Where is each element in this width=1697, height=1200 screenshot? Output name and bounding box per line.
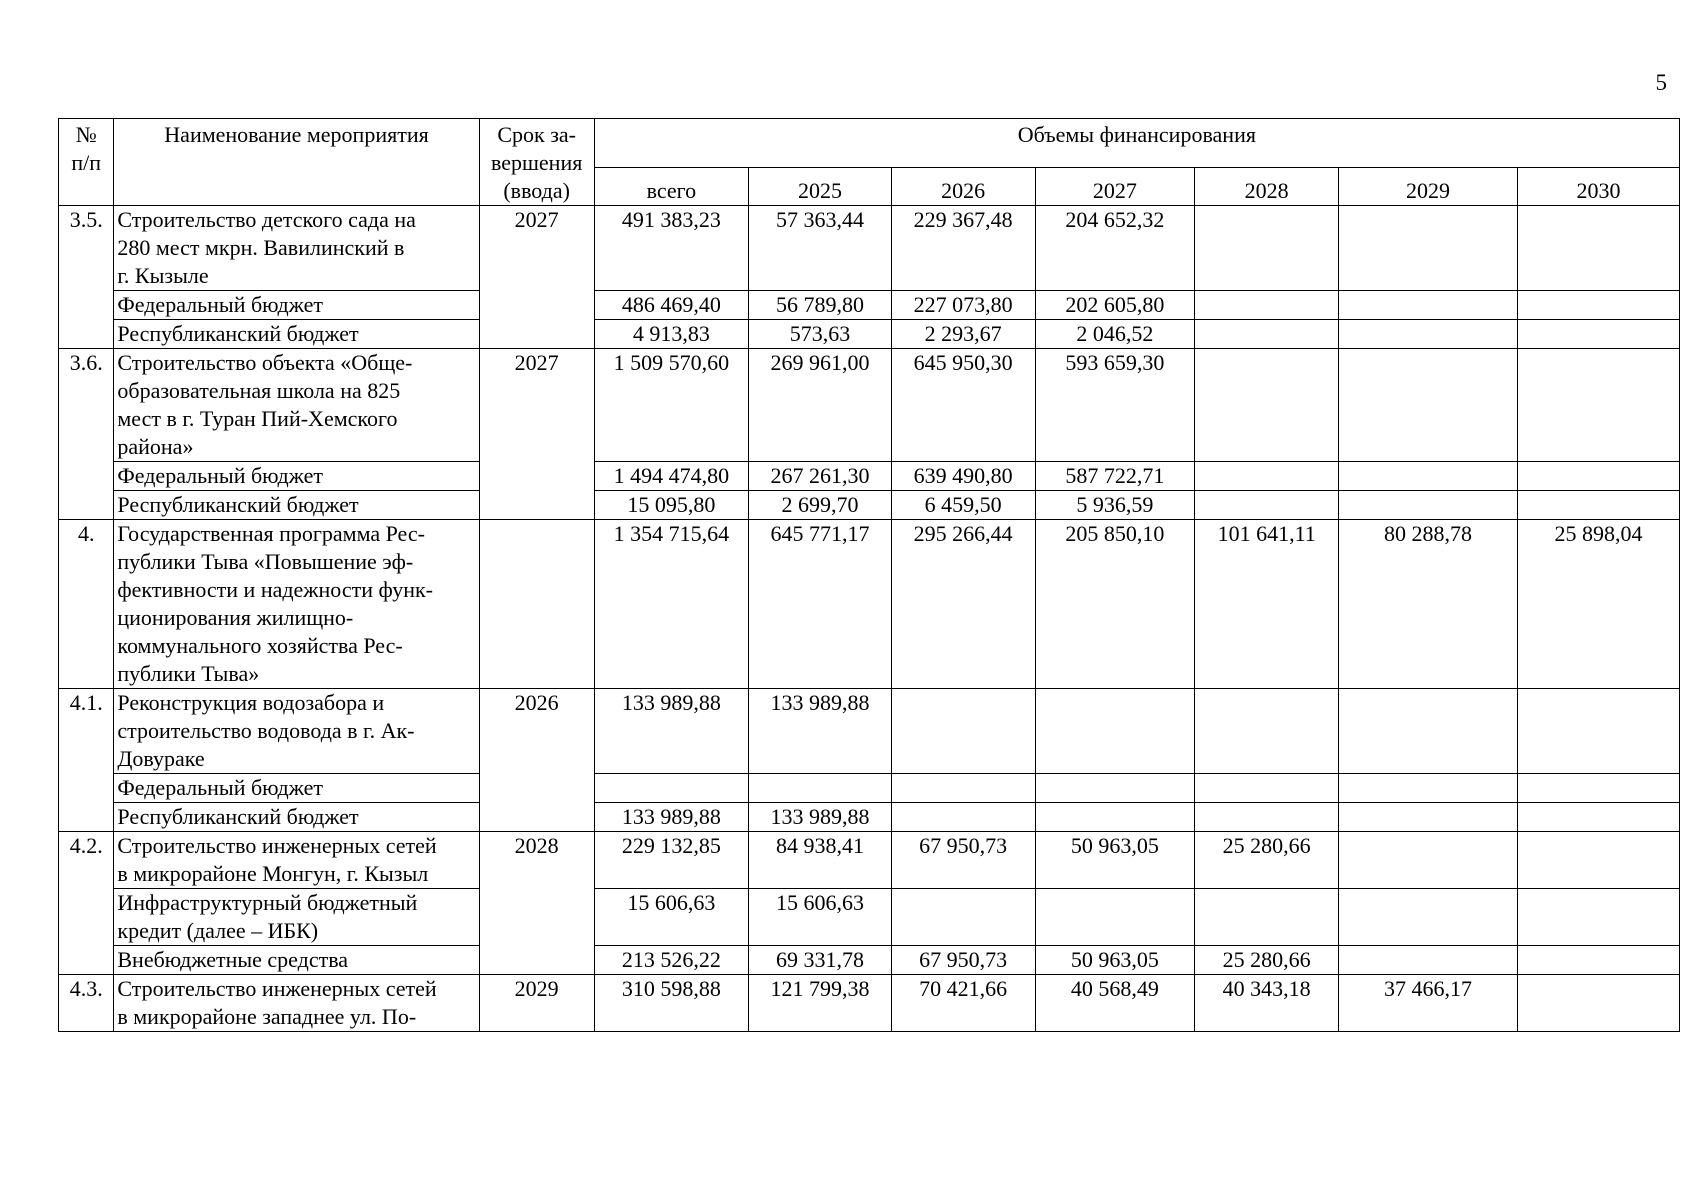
financing-table: [58, 118, 1680, 1032]
completion-year: 2028: [479, 832, 594, 975]
amount-2030: [1517, 462, 1679, 491]
completion-year: 2027: [479, 349, 594, 520]
amount-total: 15 606,63: [594, 889, 748, 946]
amount-2028: 101 641,11: [1195, 520, 1339, 689]
page-number: 5: [1655, 70, 1667, 95]
completion-year: [479, 520, 594, 689]
amount-2028: [1195, 291, 1339, 320]
amount-2025: 267 261,30: [749, 462, 892, 491]
table-row-source: [59, 491, 1680, 520]
amount-2028: [1195, 689, 1339, 774]
amount-2030: [1517, 206, 1679, 291]
amount-2029: [1339, 832, 1518, 889]
amount-2027: 587 722,71: [1035, 462, 1195, 491]
amount-2029: 80 288,78: [1339, 520, 1518, 689]
amount-2030: [1517, 491, 1679, 520]
amount-2029: [1339, 946, 1518, 975]
amount-2030: [1517, 946, 1679, 975]
amount-2029: [1339, 803, 1518, 832]
amount-total: [594, 774, 748, 803]
amount-2030: [1517, 349, 1679, 462]
amount-2030: [1517, 975, 1679, 1032]
amount-2027: 205 850,10: [1035, 520, 1195, 689]
funding-source-name: Инфраструктурный бюджетный кредит (далее – ИБК): [114, 889, 479, 946]
header-term: Срок за- вершения (ввода): [479, 119, 594, 206]
header-name: Наименование мероприятия: [114, 119, 479, 206]
funding-source-name: Республиканский бюджет: [114, 803, 479, 832]
amount-2027: [1035, 803, 1195, 832]
completion-year: 2026: [479, 689, 594, 832]
item-number: 4.2.: [59, 832, 114, 975]
amount-2026: 645 950,30: [891, 349, 1035, 462]
amount-2028: [1195, 206, 1339, 291]
table-row-source: [59, 946, 1680, 975]
item-name: Реконструкция водозабора и строительство водовода в г. Ак- Довураке: [114, 689, 479, 774]
table-row-source: [59, 462, 1680, 491]
amount-2028: 25 280,66: [1195, 946, 1339, 975]
table-row-source: [59, 320, 1680, 349]
amount-2026: 227 073,80: [891, 291, 1035, 320]
header-volumes: Объемы финансирования: [594, 119, 1679, 168]
amount-2027: 40 568,49: [1035, 975, 1195, 1032]
amount-2025: 69 331,78: [749, 946, 892, 975]
funding-source-name: Федеральный бюджет: [114, 462, 479, 491]
amount-2027: 50 963,05: [1035, 832, 1195, 889]
header-column-2030: 2030: [1517, 168, 1679, 206]
amount-2028: [1195, 349, 1339, 462]
amount-total: 213 526,22: [594, 946, 748, 975]
amount-2026: 67 950,73: [891, 832, 1035, 889]
amount-2029: [1339, 349, 1518, 462]
amount-total: 486 469,40: [594, 291, 748, 320]
funding-source-name: Внебюджетные средства: [114, 946, 479, 975]
amount-2025: 84 938,41: [749, 832, 892, 889]
table-row-item: [59, 520, 1680, 689]
amount-2026: [891, 889, 1035, 946]
amount-2025: 2 699,70: [749, 491, 892, 520]
amount-2029: [1339, 689, 1518, 774]
amount-2026: 2 293,67: [891, 320, 1035, 349]
amount-2025: 645 771,17: [749, 520, 892, 689]
amount-total: 4 913,83: [594, 320, 748, 349]
amount-total: 229 132,85: [594, 832, 748, 889]
amount-2025: [749, 774, 892, 803]
amount-2029: [1339, 462, 1518, 491]
amount-2025: 57 363,44: [749, 206, 892, 291]
amount-2029: [1339, 774, 1518, 803]
amount-2030: [1517, 803, 1679, 832]
header-num: № п/п: [59, 119, 114, 206]
amount-2028: 25 280,66: [1195, 832, 1339, 889]
amount-total: 133 989,88: [594, 803, 748, 832]
table-body: [59, 206, 1680, 1032]
table-header: [59, 119, 1680, 206]
amount-total: 310 598,88: [594, 975, 748, 1032]
header-column-2026: 2026: [891, 168, 1035, 206]
table-row-item: [59, 689, 1680, 774]
completion-year: 2029: [479, 975, 594, 1032]
amount-2029: 37 466,17: [1339, 975, 1518, 1032]
table-row-item: [59, 206, 1680, 291]
amount-2027: [1035, 774, 1195, 803]
amount-2028: [1195, 320, 1339, 349]
amount-2025: 15 606,63: [749, 889, 892, 946]
table-row-item: [59, 349, 1680, 462]
item-number: 4.: [59, 520, 114, 689]
amount-2030: [1517, 689, 1679, 774]
table-row-source: [59, 803, 1680, 832]
amount-2025: 133 989,88: [749, 803, 892, 832]
header-column-2027: 2027: [1035, 168, 1195, 206]
header-column-2029: 2029: [1339, 168, 1518, 206]
amount-2026: [891, 774, 1035, 803]
amount-2025: 269 961,00: [749, 349, 892, 462]
amount-total: 15 095,80: [594, 491, 748, 520]
amount-2027: [1035, 889, 1195, 946]
amount-2030: [1517, 320, 1679, 349]
amount-2027: 50 963,05: [1035, 946, 1195, 975]
item-name: Строительство объекта «Обще- образовательная школа на 825 мест в г. Туран Пий-Хемского района»: [114, 349, 479, 462]
amount-2025: 573,63: [749, 320, 892, 349]
header-column-2025: 2025: [749, 168, 892, 206]
amount-2027: 204 652,32: [1035, 206, 1195, 291]
item-number: 3.6.: [59, 349, 114, 520]
funding-source-name: Федеральный бюджет: [114, 774, 479, 803]
table-row-item: [59, 975, 1680, 1032]
amount-2029: [1339, 491, 1518, 520]
amount-2030: [1517, 889, 1679, 946]
amount-2028: [1195, 889, 1339, 946]
amount-2029: [1339, 889, 1518, 946]
amount-total: 133 989,88: [594, 689, 748, 774]
amount-total: 1 354 715,64: [594, 520, 748, 689]
amount-2026: 67 950,73: [891, 946, 1035, 975]
amount-2028: 40 343,18: [1195, 975, 1339, 1032]
amount-2026: [891, 803, 1035, 832]
amount-2027: 593 659,30: [1035, 349, 1195, 462]
amount-2029: [1339, 291, 1518, 320]
amount-2027: 5 936,59: [1035, 491, 1195, 520]
amount-2027: 2 046,52: [1035, 320, 1195, 349]
amount-2026: [891, 689, 1035, 774]
table-row-source: [59, 889, 1680, 946]
item-name: Строительство инженерных сетей в микрорайоне западнее ул. По-: [114, 975, 479, 1032]
table-row-item: [59, 832, 1680, 889]
funding-source-name: Федеральный бюджет: [114, 291, 479, 320]
amount-2026: 6 459,50: [891, 491, 1035, 520]
amount-2026: 70 421,66: [891, 975, 1035, 1032]
amount-2027: 202 605,80: [1035, 291, 1195, 320]
item-number: 4.3.: [59, 975, 114, 1032]
item-name: Строительство детского сада на 280 мест мкрн. Вавилинский в г. Кызыле: [114, 206, 479, 291]
amount-2030: [1517, 832, 1679, 889]
item-name: Государственная программа Рес- публики Тыва «Повышение эф- фективности и надежности функ- ционирования жилищно- коммунального хозяйства Рес- публики Тыва»: [114, 520, 479, 689]
amount-2028: [1195, 774, 1339, 803]
table-row-source: [59, 291, 1680, 320]
amount-2029: [1339, 206, 1518, 291]
amount-2025: 133 989,88: [749, 689, 892, 774]
table-row-source: [59, 774, 1680, 803]
amount-2025: 56 789,80: [749, 291, 892, 320]
completion-year: 2027: [479, 206, 594, 349]
amount-2029: [1339, 320, 1518, 349]
amount-2030: [1517, 291, 1679, 320]
amount-2028: [1195, 803, 1339, 832]
amount-total: 1 509 570,60: [594, 349, 748, 462]
amount-2028: [1195, 462, 1339, 491]
item-number: 3.5.: [59, 206, 114, 349]
item-number: 4.1.: [59, 689, 114, 832]
amount-2030: [1517, 774, 1679, 803]
amount-2026: 229 367,48: [891, 206, 1035, 291]
header-column-2028: 2028: [1195, 168, 1339, 206]
amount-2028: [1195, 491, 1339, 520]
amount-total: 491 383,23: [594, 206, 748, 291]
amount-total: 1 494 474,80: [594, 462, 748, 491]
amount-2025: 121 799,38: [749, 975, 892, 1032]
header-column-total: всего: [594, 168, 748, 206]
amount-2026: 295 266,44: [891, 520, 1035, 689]
amount-2030: 25 898,04: [1517, 520, 1679, 689]
item-name: Строительство инженерных сетей в микрорайоне Монгун, г. Кызыл: [114, 832, 479, 889]
funding-source-name: Республиканский бюджет: [114, 320, 479, 349]
amount-2026: 639 490,80: [891, 462, 1035, 491]
funding-source-name: Республиканский бюджет: [114, 491, 479, 520]
amount-2027: [1035, 689, 1195, 774]
